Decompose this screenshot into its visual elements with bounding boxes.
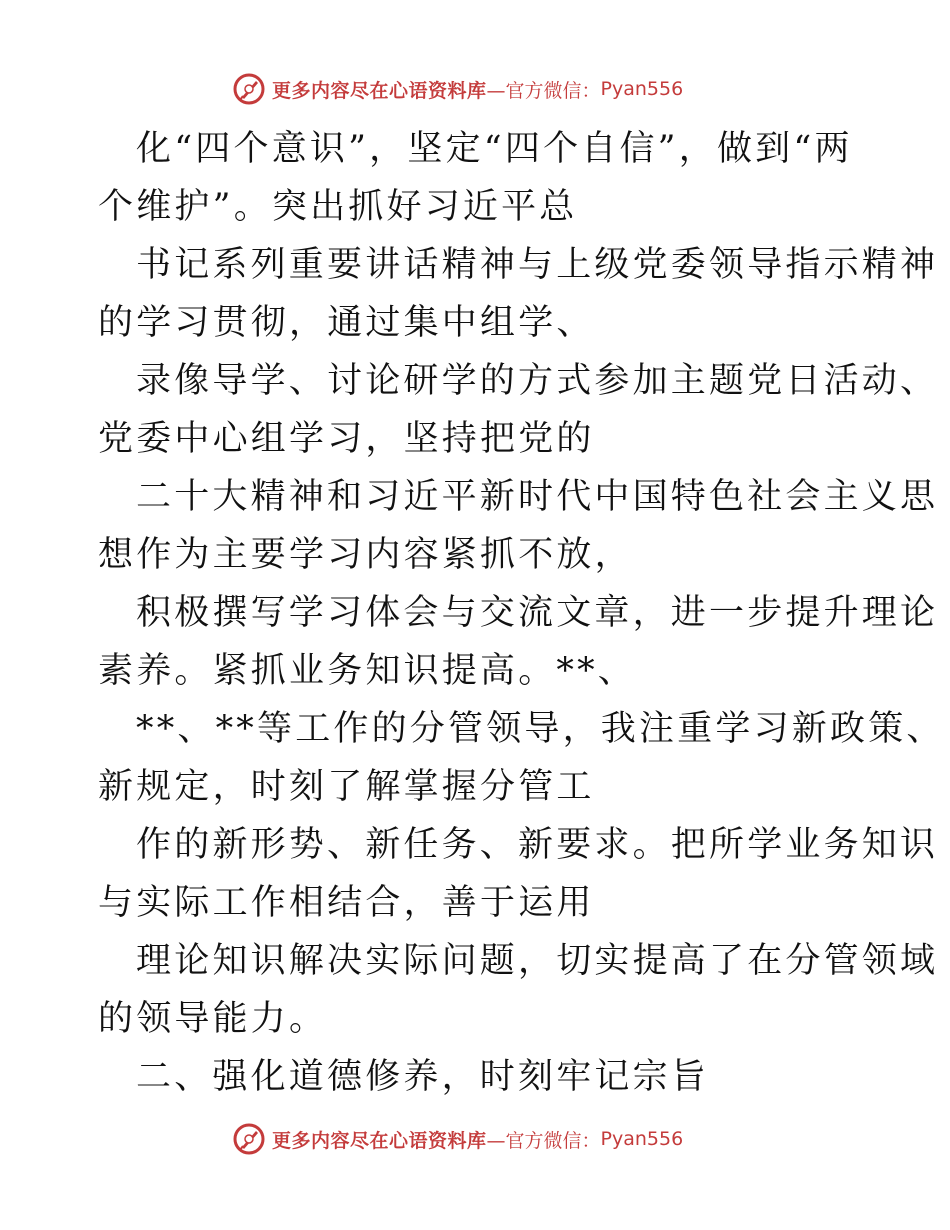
text-line: **、**等工作的分管领导，我注重学习新政策、 [136, 709, 945, 749]
text-line: 个维护”。突出抓好习近平总 [98, 187, 578, 227]
text-line: 书记系列重要讲话精神与上级党委领导指示精神 [136, 245, 939, 285]
watermark-site-text: 更多内容尽在心语资料库 [272, 79, 487, 102]
text-line: 的学习贯彻，通过集中组学、 [98, 303, 595, 343]
watermark-wechat-id: Pyan556 [600, 78, 684, 100]
text-line: 与实际工作相结合，善于运用 [98, 883, 595, 923]
watermark-site-text: 更多内容尽在心语资料库 [272, 1129, 487, 1152]
text-line: 录像导学、讨论研学的方式参加主题党日活动、 [136, 361, 939, 401]
text-line: 化“四个意识”，坚定“四个自信”，做到“两 [136, 129, 853, 169]
watermark-official-label: —官方微信： [486, 79, 601, 102]
text-line: 党委中心组学习，坚持把党的 [98, 419, 595, 459]
text-line: 的领导能力。 [98, 999, 328, 1039]
watermark-wechat-id: Pyan556 [600, 1128, 684, 1150]
text-line: 新规定，时刻了解掌握分管工 [98, 767, 595, 807]
text-line: 积极撰写学习体会与交流文章，进一步提升理论 [136, 593, 939, 633]
text-line: 想作为主要学习内容紧抓不放， [98, 535, 633, 575]
feather-pen-seal-icon [232, 1122, 266, 1156]
text-line: 作的新形势、新任务、新要求。把所学业务知识 [136, 825, 939, 865]
text-line: 理论知识解决实际问题，切实提高了在分管领域 [136, 941, 939, 981]
section-heading: 二、强化道德修养，时刻牢记宗旨 [136, 1057, 710, 1097]
text-line: 素养。紧抓业务知识提高。**、 [98, 651, 637, 691]
watermark-banner-bottom [232, 1122, 683, 1156]
text-line: 二十大精神和习近平新时代中国特色社会主义思 [136, 477, 939, 517]
watermark-official-label: —官方微信： [486, 1129, 601, 1152]
